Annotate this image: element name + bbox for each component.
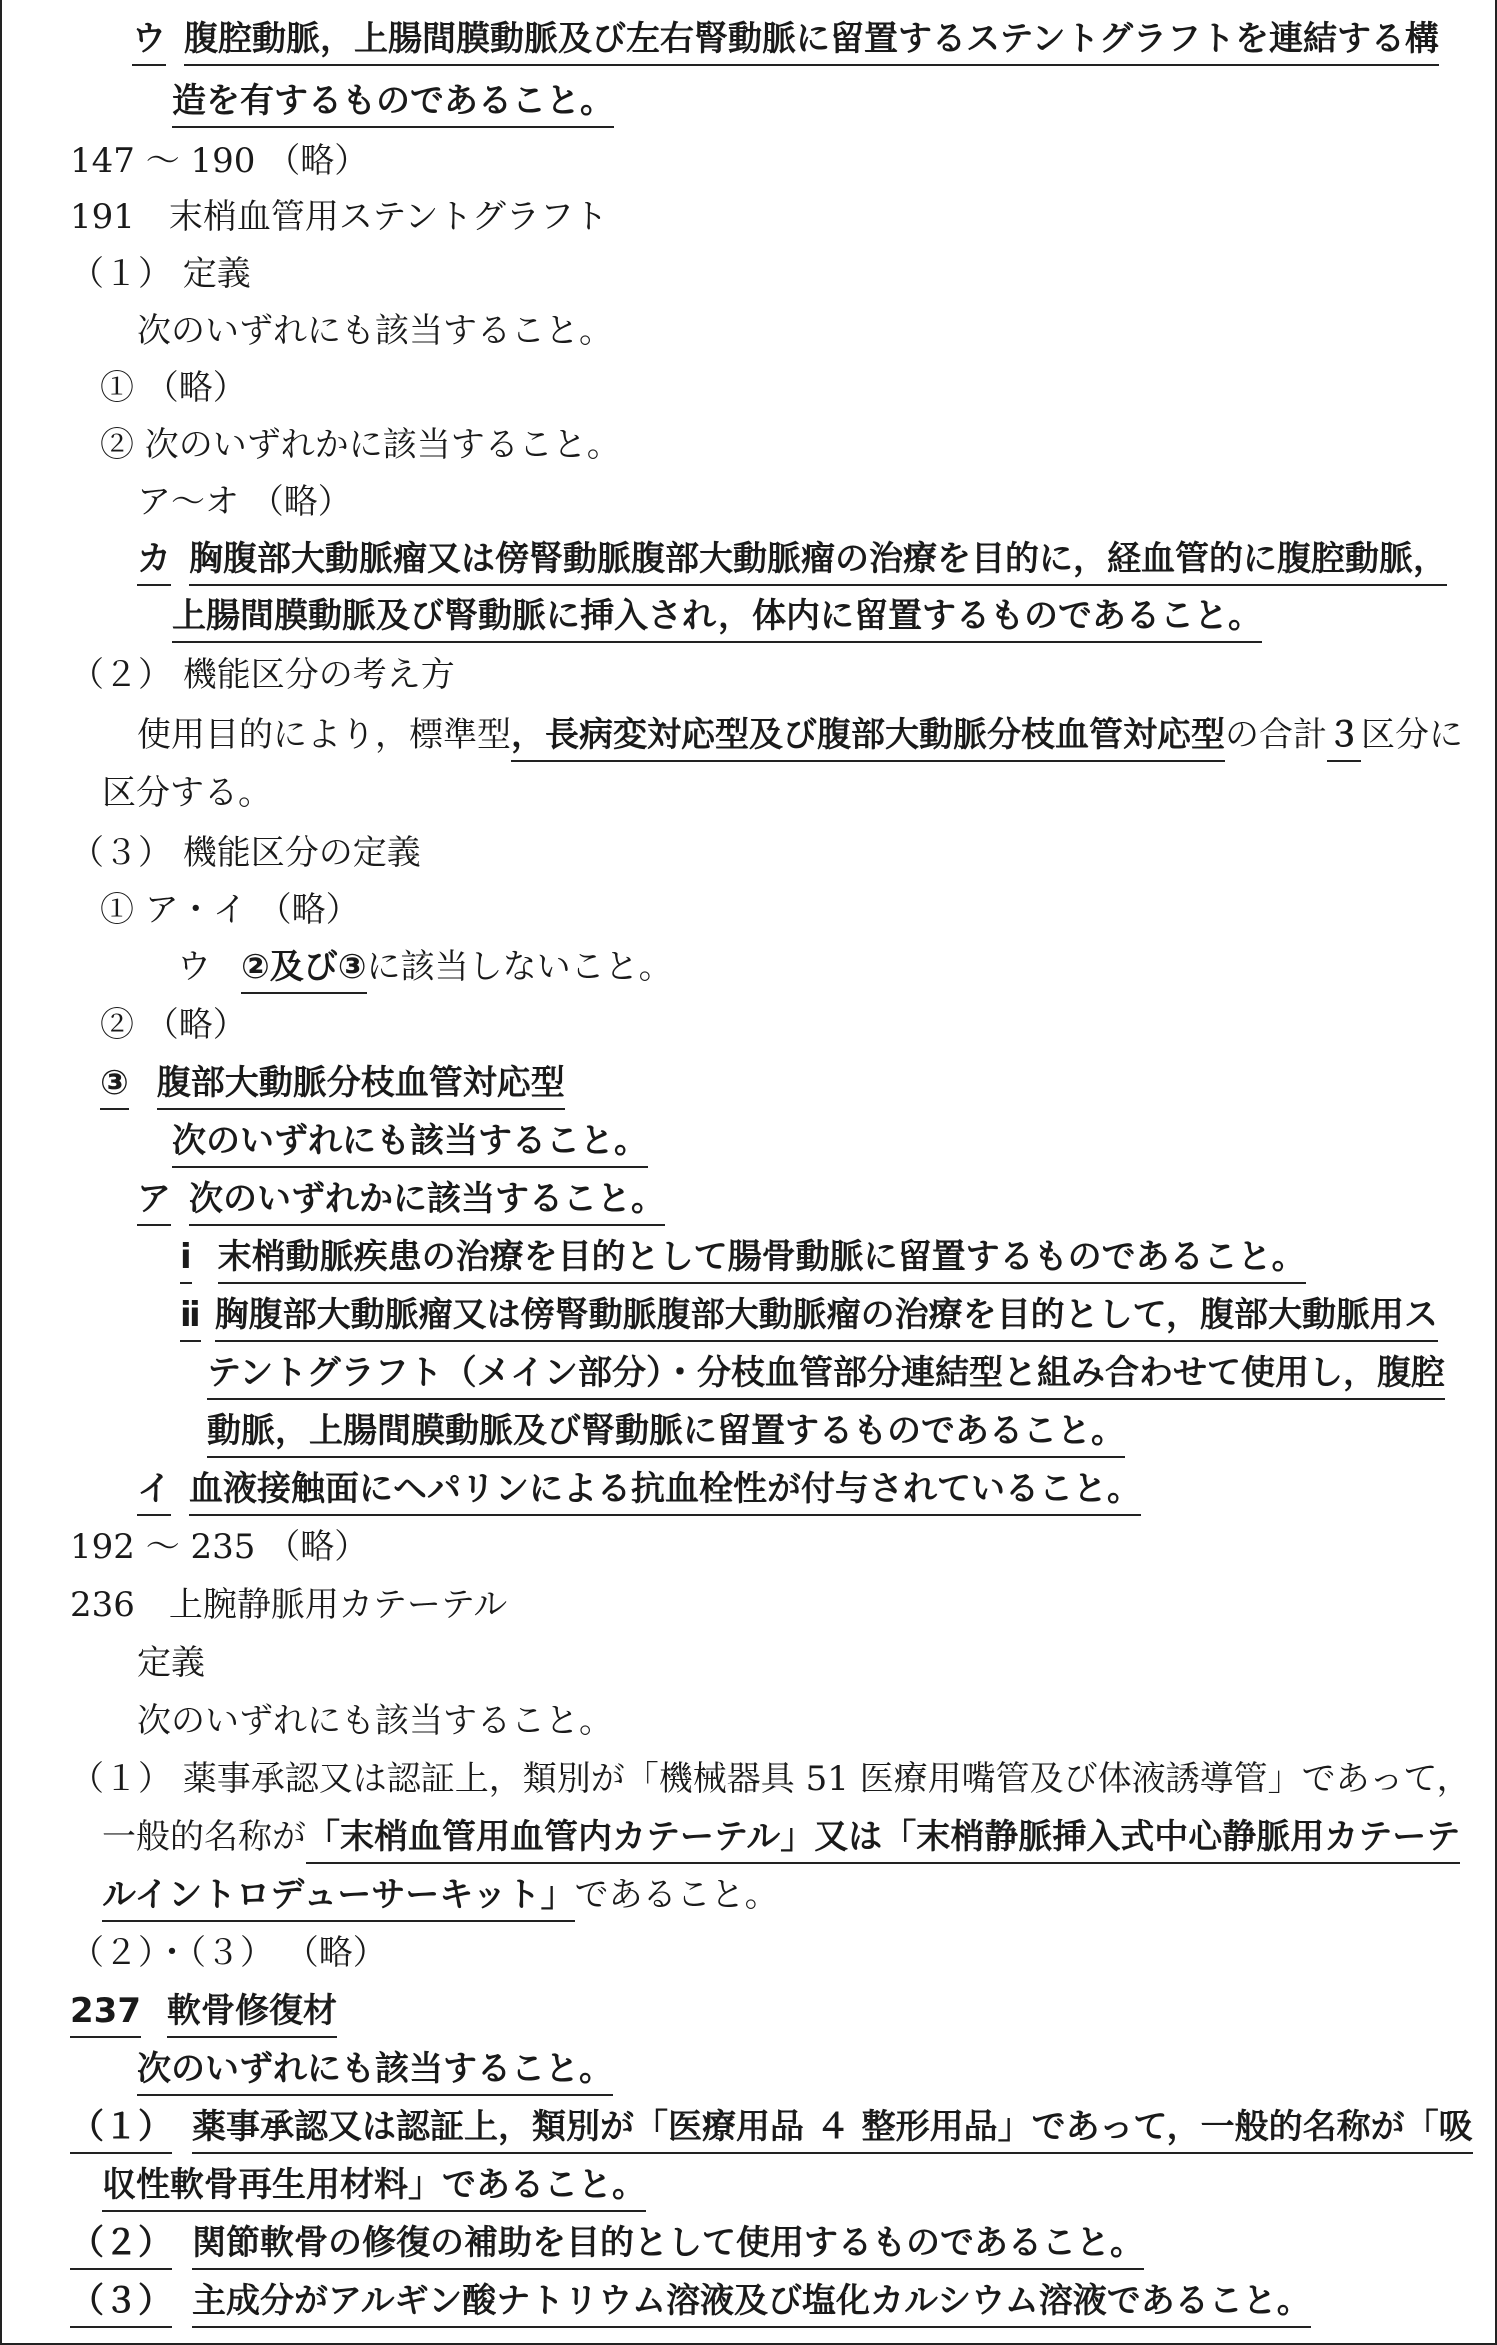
item-text: 胸腹部大動脈瘤又は傍腎動脈腹部大動脈瘤の治療を目的として，腹部大動脈用ス bbox=[215, 1295, 1438, 1342]
inserted-text: ルイントロデューサーキット」 bbox=[102, 1875, 575, 1922]
plain-text: 使用目的により，標準型 bbox=[137, 715, 511, 755]
item-text: （１） 定義 bbox=[70, 254, 251, 294]
plain-text: であること。 bbox=[574, 1875, 779, 1915]
list-item-i bbox=[180, 1237, 1306, 1277]
item-text: テントグラフト（メイン部分）・分枝血管部分連結型と組み合わせて使用し，腹腔 bbox=[207, 1353, 1445, 1400]
item-text: （２）・（３） （略） bbox=[70, 1933, 387, 1973]
line-item-u-label-row bbox=[132, 19, 1439, 59]
item-text: 上腸間膜動脈及び腎動脈に挿入され，体内に留置するものであること。 bbox=[172, 596, 1262, 643]
list-item-a bbox=[137, 1179, 665, 1219]
item-text: 192 ～ 235 （略） bbox=[70, 1527, 369, 1567]
item-label: ③ bbox=[100, 1063, 129, 1110]
section-range-192-235 bbox=[70, 1527, 369, 1567]
continuation-line bbox=[102, 2165, 646, 2205]
list-item-ii bbox=[180, 1295, 1438, 1335]
continuation-line-with-edits bbox=[102, 1875, 779, 1915]
item-text: 末梢動脈疾患の治療を目的として腸骨動脈に留置するものであること。 bbox=[218, 1237, 1306, 1284]
item-text: 胸腹部大動脈瘤又は傍腎動脈腹部大動脈瘤の治療を目的に，経血管的に腹腔動脈， bbox=[189, 539, 1447, 586]
item-text: 腹腔動脈，上腸間膜動脈及び左右腎動脈に留置するステントグラフトを連結する構 bbox=[184, 19, 1439, 66]
item-text: 動脈，上腸間膜動脈及び腎動脈に留置するものであること。 bbox=[207, 1411, 1125, 1458]
plain-text: の合計 bbox=[1225, 715, 1327, 755]
item-label: ア bbox=[137, 1179, 171, 1226]
item-label: ウ bbox=[132, 19, 166, 66]
list-item bbox=[70, 1759, 1471, 1799]
paragraph bbox=[172, 1121, 648, 1161]
item-text: （３） 機能区分の定義 bbox=[70, 833, 421, 873]
item-label: イ bbox=[137, 1469, 171, 1516]
item-text: 次のいずれにも該当すること。 bbox=[172, 1121, 648, 1168]
item-label: カ bbox=[137, 539, 171, 586]
item-text: 関節軟骨の修復の補助を目的として使用するものであること。 bbox=[192, 2223, 1144, 2270]
list-item bbox=[137, 482, 352, 522]
plain-text: に該当しないこと。 bbox=[366, 947, 673, 987]
section-range-147-190 bbox=[70, 141, 369, 181]
inserted-text: ３ bbox=[1327, 715, 1361, 762]
item-text: ② 次のいずれかに該当すること。 bbox=[100, 425, 621, 465]
paragraph-with-edits bbox=[137, 715, 1463, 755]
inserted-text: 「末梢血管用血管内カテーテル」又は「末梢静脈挿入式中心静脈用カテーテ bbox=[306, 1817, 1460, 1864]
item-label: （３） bbox=[70, 2281, 172, 2328]
item-text: ① ア・イ （略） bbox=[100, 890, 360, 930]
item-text: 次のいずれにも該当すること。 bbox=[137, 2049, 613, 2096]
item-text: 血液接触面にヘパリンによる抗血栓性が付与されていること。 bbox=[189, 1469, 1141, 1516]
list-item-3 bbox=[70, 2281, 1311, 2321]
list-item bbox=[100, 890, 360, 930]
inserted-text: ②及び③ bbox=[241, 947, 367, 994]
item-text: 191 末梢血管用ステントグラフト bbox=[70, 197, 608, 237]
item-label: ⅰ bbox=[180, 1237, 192, 1284]
item-label: （２） bbox=[70, 2223, 172, 2270]
paragraph bbox=[137, 1701, 613, 1741]
item-text: 147 ～ 190 （略） bbox=[70, 141, 369, 181]
item-text: 次のいずれかに該当すること。 bbox=[189, 1179, 665, 1226]
paragraph bbox=[137, 311, 613, 351]
item-text: 腹部大動脈分枝血管対応型 bbox=[157, 1063, 565, 1110]
list-item bbox=[70, 1933, 387, 1973]
item-text: 定義 bbox=[137, 1643, 205, 1683]
plain-text: 区分に bbox=[1361, 715, 1463, 755]
list-item-2 bbox=[70, 2223, 1144, 2263]
list-item-u bbox=[177, 947, 673, 987]
list-item-3 bbox=[100, 1063, 565, 1103]
item-text: 収性軟骨再生用材料」であること。 bbox=[102, 2165, 646, 2212]
item-text: 次のいずれにも該当すること。 bbox=[137, 311, 613, 351]
list-item bbox=[100, 425, 621, 465]
paragraph bbox=[137, 2049, 613, 2089]
continuation-line bbox=[207, 1411, 1125, 1451]
item-text: 次のいずれにも該当すること。 bbox=[137, 1701, 613, 1741]
subsection-heading bbox=[70, 833, 421, 873]
item-text: 薬事承認又は認証上，類別が「医療用品 ４ 整形用品」であって，一般的名称が「吸 bbox=[192, 2107, 1473, 2154]
list-item bbox=[100, 368, 247, 408]
item-text: 区分する。 bbox=[102, 773, 272, 813]
item-text: （２） 機能区分の考え方 bbox=[70, 655, 455, 695]
item-text: 主成分がアルギン酸ナトリウム溶液及び塩化カルシウム溶液であること。 bbox=[192, 2281, 1311, 2328]
section-heading-236 bbox=[70, 1585, 508, 1625]
item-text: （１） 薬事承認又は認証上，類別が「機械器具 51 医療用嘴管及び体液誘導管」であって， bbox=[70, 1759, 1471, 1799]
item-text: 236 上腕静脈用カテーテル bbox=[70, 1585, 508, 1625]
list-item-ka bbox=[137, 539, 1447, 579]
item-text: ① （略） bbox=[100, 368, 247, 408]
continuation-line bbox=[172, 81, 614, 121]
inserted-text: ，長病変対応型及び腹部大動脈分枝血管対応型 bbox=[511, 715, 1225, 762]
subsection-heading bbox=[70, 254, 251, 294]
item-text: ア～オ （略） bbox=[137, 482, 352, 522]
subsection-heading bbox=[70, 655, 455, 695]
list-item-i-kana bbox=[137, 1469, 1141, 1509]
continuation-line-with-edits bbox=[102, 1817, 1461, 1857]
list-item bbox=[100, 1005, 247, 1045]
continuation-line bbox=[207, 1353, 1445, 1393]
subsection-heading bbox=[137, 1643, 205, 1683]
section-heading-191 bbox=[70, 197, 608, 237]
section-heading-237 bbox=[70, 1991, 337, 2031]
list-item-1 bbox=[70, 2107, 1473, 2147]
item-label: （１） bbox=[70, 2107, 172, 2154]
continuation-line bbox=[102, 773, 272, 813]
plain-text: 一般的名称が bbox=[102, 1817, 306, 1857]
item-label: ウ bbox=[177, 947, 211, 987]
item-text: ② （略） bbox=[100, 1005, 247, 1045]
item-text: 軟骨修復材 bbox=[167, 1991, 337, 2038]
item-text: 造を有するものであること。 bbox=[172, 81, 614, 128]
item-label: 237 bbox=[70, 1991, 141, 2038]
item-label: ⅱ bbox=[180, 1295, 201, 1342]
continuation-line bbox=[172, 596, 1263, 636]
